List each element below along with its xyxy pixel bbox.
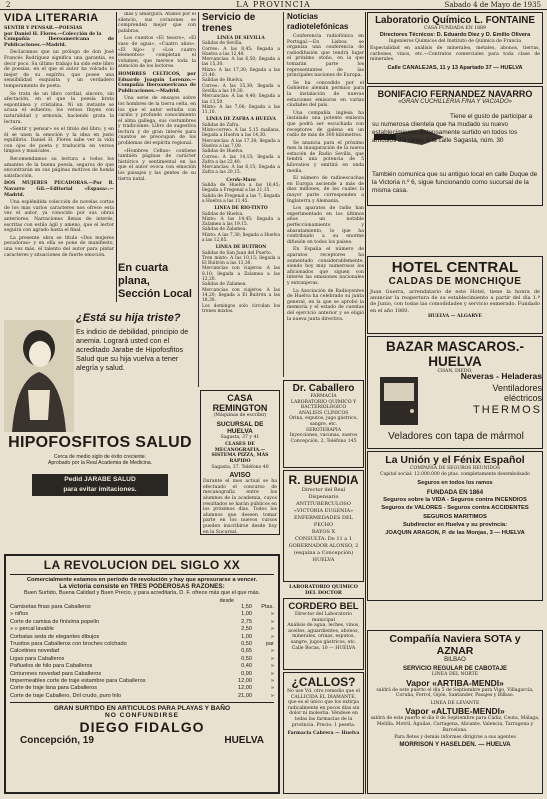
list-line: Los domingos solo circulan los trenes mixtos. [202,303,280,314]
remington-ad [200,390,280,535]
item-price [241,671,274,678]
price-unit: » [270,678,274,685]
paragraph: Una espléndida colección de novelas cortas de los más varios caracteres nos ofrece esta vez el autor, ya conocido por sus obras anteriores. Narraciones llenas de interés, escritas con estilo ágil y ameno, que el lector seguirá con agrado hasta el final. [4,200,114,234]
price-unit: » [270,655,274,662]
list-line: ENFERMEDADES DEL PECHO [294,515,353,528]
brand-name: HIPOFOSFITOS SALUD [8,434,192,451]
item-name: Corbatas seda de elegantes dibujos [10,633,100,640]
caballero-ad [283,380,364,468]
paragraph: Se ha concedido por el Gobierno alemán permiso para la instalación de nuevas estaciones emisoras en varias ciudades del país. [287,80,364,109]
sota-aznar-ad [367,630,543,794]
product-line: Ventiladores [492,383,542,393]
fontaine-ad [367,12,543,84]
item-price [241,634,274,641]
price-value: 2,50 [241,626,252,633]
merchant-name: DIEGO FIDALGO [79,719,205,736]
item-name: Calcetines novedad [10,648,60,655]
price-unit: » [270,648,274,655]
ad-question: ¿Está su hija triste? [76,312,181,324]
ad-footer: Calle CANALEJAS, 11 y 13 Apartado 37 — HUELVA [387,64,523,71]
list-line: Salidas de Zalamea. [202,227,247,233]
ad-body: Es indicio de debilidad, principio de anemia. Logrará usted con el acreditado Jarabe de Hipofosfitos Salud que su hija vuelva a tener alegría y salud. [76,327,189,372]
list-line: Salidas de Huelva. [202,78,244,84]
line-heading: LINEA DE SEVILLA [217,36,265,41]
list-line: Mixto-correo: A las 5,15 mañana, llegada a Huelva a las 14,30. [202,128,280,139]
ad-line: CLASES DE MECANOGRAFIA.—SISTEMA PIZZA, MÁS RÁPIDO [211,442,269,464]
list-line: Director del Laboratorio municipal [295,612,352,623]
item-name: Corte de camisa de finísima popelín [10,618,100,625]
item-price [238,678,274,685]
list-line: Salidas de Huelva. [202,149,244,155]
list-line: Subdirector en Huelva y su provincia: [402,521,508,528]
revolucion-ad [4,554,280,794]
product-list [432,371,542,427]
item-name: Pañuelos de hilo para Caballeros [10,663,93,670]
vida-literaria-column [4,12,114,295]
ad-title: Compañía Naviera SOTA y AZNAR [389,633,521,657]
paragraph: Conferencia radiofónica en Portugal.—En Lisboa se organiza una conferencia de radiodifusión que tendrá lugar el próximo otoño, en la que tomarán parte los representantes de las principales naciones de Europa. [287,34,364,79]
item-price [241,641,274,648]
product-line: Neveras - Heladeras [460,371,542,381]
ad-title: ¿CALLOS? [291,675,356,689]
icebox-illustration [374,371,424,429]
product-line: THERMOS [473,404,542,416]
paragraph: «Hombres Celtas» contiene también páginas de carácter histórico y sentimental en las que el autor evoca con emoción los paisajes y las gentes de su tierra natal. [118,148,196,182]
schedule-list [202,251,280,315]
ad-footer: MORRISON Y HASELDEN. — HUELVA [399,740,511,748]
list-line: Mercancías: A las 17,30; llegada a Huelva a las 7,00. [202,138,280,149]
paragraph: Los aparatos de radio han experimentado en los últimos años un notable perfeccionamiento y abaratamiento, lo que ha contribuido a su enorme difusión en todos los países. [287,206,364,245]
list-line: (esquina a Concepción) [293,550,354,556]
ad-line: CASA FUNDADA EN 1889 [424,26,486,31]
schedule-title: Servicio de trenes [202,12,256,34]
ad-body: saldrá de este puerto el día 8 de Septiembre para Cádiz, Ceuta, Málaga, Melilla, Motril, Águilas, Cartagena, Alicante, Valencia, Tarragona y Barcelona. [370,716,540,733]
ad-line: SERVICIO REGULAR DE CABOTAJE [402,666,508,672]
divider [10,574,274,575]
ad-lines [370,496,540,537]
schedule-list [202,212,280,244]
schedule-list [202,123,280,176]
item-name: » » percal lavable [10,626,54,633]
cuarta-plana-notice: En cuarta plana, Sección Local [118,262,192,300]
paragraph: Declaramos que un prólogo de don José Francés Rodríguez significa una garantía, es decir poco. Su último trabajo ha sido este libro de poesías, en el que el autor ha volcado lo mejor de su espíritu, que posee una sensibilidad exquisita y un verdadero temperamento de poeta. [4,50,114,89]
price-row [10,626,274,633]
price-unit: » [270,685,274,692]
list-line: Salidas de San Juan del Puerto. [202,250,273,256]
price-row [10,663,274,670]
price-value: 12,00 [238,678,252,685]
ad-title: HOTEL CENTRAL [391,259,519,276]
item-price [241,656,274,663]
ad-title: LA REVOLUCION DEL SIGLO XX [43,558,241,572]
section-title: Noticias radiotelefónicas [287,12,349,31]
section-title: VIDA LITERARIA [4,12,99,24]
ad-line: Para fletes y demás informes dirigirse a sus agentes [394,735,516,741]
list-line: HUELVA [312,557,335,563]
price-row [10,685,274,692]
list-line: Mercancías: A las 4,40; llegada a las 13,50. [202,94,280,105]
ad-city: BILBAO [444,657,466,663]
ad-title: Laboratorio Químico L. FONTAINE [375,15,535,26]
price-value: 12,00 [238,685,252,692]
list-line: Salidas de Sevilla. [202,41,243,47]
item-price [238,693,274,700]
issue-date: Sabado 4 de Mayo de 1935 [444,1,541,9]
price-unit: » [270,670,274,677]
ad-body: saldrá de este puerto el día 5 de Septiembre para Vigo, Villagarcía, Coruña, Ferrol, Gijón, Santander, Pasajes y Bilbao. [376,687,534,699]
list-line: Correo: A las 8,45; llegada a Huelva a las 12,40. [202,46,280,57]
ship-name: Vapor «ARTIBA-MENDI» [406,677,504,688]
ad-body: Especialidad en análisis de minerales, metales, abonos, tierras, carbones, vinos, etc.—Contratos comerciales para toda clase de minerales. [370,46,540,63]
price-unit: Ptas. [261,604,274,610]
list-line: Salidas de Huelva. [202,211,244,217]
item-price [238,685,274,692]
price-value: 0,90 [241,670,252,677]
list-line: Mixto: A las 7,30; llegada a Huelva a las 12,05. [202,232,280,243]
ad-title: CORDERO BEL [288,601,359,612]
price-from-label: desde [219,598,234,604]
list-line: Mercancías: A las 6,15; llegada a Zafra a las 20,15. [202,165,280,176]
price-unit: » [270,611,274,618]
column-rule [365,12,366,794]
price-value: 0,40 [241,663,252,670]
price-row [10,619,274,626]
ad-lines [286,487,361,564]
price-row [10,648,274,655]
train-schedule [198,12,280,387]
item-name: Trusitos para Caballeros con broches colchado [10,641,127,648]
ad-body: No use Vd. otro remedio que el CALLICIDA EL DIAMANTE, que es el único que los extirpa radicalmente en pocos días sin dolor ni molestia. Véndese en todas las farmacias de la provincia. Precio: 1 peseta. [287,689,360,728]
price-row [10,641,274,648]
schedule-body [202,36,280,314]
price-unit: » [270,626,274,633]
ad-line: Seguros en todos los ramos [417,480,493,487]
list-line: Mixto: A las 7,00; llegada a las 11,10. [202,104,280,116]
ad-tagline: Cerca de medio siglo de éxito creciente. Aprobado por la Real Academia de Medicina. [47,454,153,467]
buendia-ad [283,470,364,582]
masthead [0,0,547,10]
schedule-list [202,41,280,115]
item-price [241,648,274,655]
list-line: JOAQUIN ARAGON, P. de las Monjas, 3 — HUELVA [385,530,525,536]
list-line: Inyecciones, vacunas, sueros [289,433,358,439]
bazar-mascaros-ad [367,336,543,449]
ad-subtitle: CALDAS DE MONCHIQUE [388,276,522,287]
price-row [10,671,274,678]
ad-line: LINEA DE LEVANTE [430,700,480,706]
list-line: ANTITUBERCULOSO «VICTORIA EUGENIA» [293,501,354,514]
lab-doctor-heading: LABORATORIO QUIMICO DEL DOCTOR [289,584,358,596]
price-unit: » [270,663,274,670]
reviews-continued [118,12,196,262]
list-line: Salidas de Zafra. [202,122,240,128]
paragraph: El número de radioescuchas en Europa asciende a más de diez millones, de los cuales la mayor parte corresponden a Inglaterra y Alemania. [287,176,364,204]
item-price [241,604,274,611]
ad-line: LINEA DEL NORTE [431,672,479,677]
list-line: Análisis de agua, leches, vinos, aceites, aguardientes, abonos, minerales, orinas, esputos, sangre, jugos gástricos, etc. [287,623,360,645]
price-row [10,678,274,685]
list-line: Salidas de Zalamea. [202,282,247,288]
union-fenix-ad [367,451,543,601]
list-line: RAYOS X [311,529,336,535]
paragraph: Recomendamos su lectura a todos los amantes de la buena poesía, seguros de que encontrarán en sus páginas motivos de honda satisfacción. [4,157,114,179]
line-heading: LINEA DE RIO-TINTO [214,206,268,212]
price-value: 0,65 [241,648,252,655]
list-line: Mixto: A las 17,30; llegada a las 21,40. [202,67,280,79]
navarro-ad [367,86,543,206]
price-unit: » [270,692,274,699]
list-line: SEROTERAPIA [305,427,342,433]
list-line: FARMACIA [310,394,337,399]
ad-notice-title: AVISO [229,472,251,480]
item-name: Impermeables corte de traje estambre para Caballeros [10,678,146,685]
paragraph: La Asociación de Radioyentes de Huelva ha celebrado su junta general, en la que se aprobó la memoria y el estado de cuentas del ejercicio anterior y se eligió la nueva junta directiva. [287,288,364,322]
item-name: Cinturones novedad para Caballeros [10,670,102,677]
paragraph: Los cuentos «El tesoro», «El vaso de agua», «Cuatro años», «El hijo» y «Los cuatro elementos» completan el volumen, que merece toda la atención de los lectores. [118,36,196,70]
divider [10,702,274,703]
newspaper-name: LA PROVINCIA [236,0,311,9]
item-name: Corte de traje lana para Caballeros [10,685,98,692]
price-list [10,604,274,700]
item-name: Corte de traje Caballero, Dril crudo, puro hilo [10,692,121,699]
ad-line: Directores Técnicos: D. Eduardo Diez y D. Emilio Olivera [379,31,531,38]
paragraph: Se trata de un libro cordial, sincero, sin afectación, en el que la poesía brota espontánea y cristalina. Ni un instante se acusa el esfuerzo; los versos fluyen con naturalidad y armonía, haciendo grata la lectura. [4,91,114,125]
line-heading: Cerda-Mazo [226,177,256,183]
list-line: SEGUROS MARITIMOS [423,513,487,520]
ad-title: BAZAR MASCAROS.-HUELVA [386,339,524,369]
price-value: 2,75 [241,618,252,625]
item-price [241,663,274,670]
price-value: 1,00 [241,633,252,640]
price-value: 21,00 [238,692,252,699]
paragraph: Una serie de ensayos sobre los hombres de la tierra celta, en los que el autor estudia con cariño y profundo conocimiento el alma gallega, sus costumbres y tradiciones. Libro de sugestiva lectura y de gran interés para cuantos se preocupan de los problemas del espíritu regional. [118,96,196,147]
price-value: 1,50 [241,604,252,610]
review-heading: SENTIR Y PENSAR.—POESIAS por Daniel H. Flores.—Colección de la Compañía Iberoamericana de Publicaciones.—Madrid. [4,26,114,48]
ad-footer: También comunica que su antiguo local en calle Duque de la Victoria n.º 6, sigue funcionando como sucursal de la misma casa. [372,171,538,194]
list-line: Orina, esputos, jugo gástrico, sangre, etc. [289,416,358,427]
ad-footer: Veladores con tapa de mármol [388,431,524,442]
ad-subtitle: (Máquinas de escribir) [213,413,267,418]
list-line: Salida de Huelva a las 16,45; llegada a Fregenal a las 21,15. [202,183,280,194]
schedule-list [202,183,280,204]
list-line: Salida de Fregenal a las 7; llegada a Huelva a las 11,45. [202,193,280,204]
price-unit: » [270,618,274,625]
line-heading: LINEA DE ZAFRA A HUELVA [206,117,276,123]
page-number: 2 [6,1,11,9]
price-value: 1,00 [241,611,252,618]
product-line: eléctricos [503,393,542,403]
list-line: Correo: A las 15,30; llegada a Sevilla a las 19,30. [202,83,280,94]
item-name: Ligas para Caballeros [10,655,65,662]
list-line: LABORATORIO QUIMICO Y BACTERIOLOGICO [290,399,357,411]
price-row [10,611,274,618]
paragraph: «Sentir y pensar» es el título del libro, y en él se unen la emoción y la idea en justo equilibrio. Daniel H. Flores sabe ver la vida con ojos de poeta y traducirla en versos limpios y musicales. [4,127,114,155]
list-line: Seguros de VALORES - Seguros contra ACCIDENTES [381,505,529,512]
ship-name: Vapor «ALTUBE-MENDI» [405,706,505,717]
list-line: GOBERNADOR ALONSO, 2 [288,543,359,549]
ad-body: Durante el mes actual se ha efectuado el concurso de mecanografía entre los alumnos de la academia, cuyos resultados se harán públicos en los próximos días. Todos los alumnos que deseen tomar parte en los nuevos cursos pueden inscribirse desde hoy en la Sucursal. [203,479,278,535]
item-price [241,611,274,618]
list-line: CONSULTA: De 11 a 1 [294,536,353,542]
ad-footer: HUELVA — ALGARVE [427,313,483,319]
list-line: Calle Bocas, 10 — HUELVA [291,645,356,651]
woman-portrait-illustration [4,320,74,432]
ad-title: BONIFACIO FERNANDEZ NAVARRO [377,89,533,99]
ad-line: Ingenieros Químicos del Instituto de Química de Francia [388,38,522,44]
ad-lines [286,394,361,444]
list-line: Mixto: A las 14,45; llegada a Zalamea a las 19,15. [202,216,280,228]
list-line: Correo: A las 14,15; llegada a Zafra a las 22,40. [202,154,280,165]
price-row [10,634,274,641]
merchant-city: HUELVA [224,735,264,747]
price-value: 0,50 [241,641,252,648]
cordero-ad [283,598,364,670]
ad-body: Tiene el gusto de participar a su numerosa clientela que ha mudado su nuevo establecimiento, extensamente surtido en todos los artículos del ramo, a la calle Sagasta, núm. 30 [372,113,533,144]
ad-subtitle: CHAN, DIEDO, [437,369,473,374]
radio-news-column [283,12,364,377]
paragraph: La presente obra se titula «Dos mujeres pecadoras» y en ella se pone de manifiesto, una vez más, el talento del autor para pintar caracteres y situaciones de fuerte emoción. [4,235,114,258]
paragraph: Una compañía inglesa ha instalado una potente emisora que podrá ser escuchada con receptores de galena en un radio de más de 300 kilómetros. [287,110,364,139]
list-line: Mercancías con viajeros: A las 8,10; llegada a Zalamea a las 12,20. [202,266,280,283]
ad-line: FUNDADA EN 1864 [426,489,484,497]
line-heading: LINEA DE BUITRON [215,245,267,251]
list-line: Seguros sobre la VIDA - Seguros contra INCENDIOS [383,497,527,504]
item-name: Camisetas finas para Caballeros [10,604,91,610]
ad-subtitle: COMPAÑIA DE SEGUROS REUNIDOS [409,466,501,471]
ad-line: Capital social: 12.000.000 de ptas. completamente desembolsado [380,471,530,477]
ad-line: Buen Surtido, Buena Calidad y Buen Precio, y para acreditarla, D. F. ofrece más que el que más. [23,590,261,596]
ad-body: Juan Guerra, arrendatario de este Hotel, tiene la honra de anunciar la reapertura de su establecimiento a partir del día 1.º de Junio, con todas las comodidades y servicio esmerado. Fundado en el año 1860. [370,289,540,314]
list-line: Tren mixto: A las 10,15; llegada a El Buitrón a las 13,30. [202,255,280,267]
ad-lines [286,612,361,651]
hotel-central-ad [367,256,543,334]
paragraph: días y amargura. Atados por el silencio, sus corazones se comprenden mejor que con palabras. [118,12,196,34]
price-row [10,693,274,700]
list-line: Director del Real Dispensario [301,487,346,500]
ad-title: R. BUENDIA [288,473,359,487]
ad-line: Sagasta, 37. Teléfono 40 [211,464,269,470]
list-line: Mercancías con viajeros: A las 14,20; llegada a El Buitrón a las 18,30. [202,287,280,304]
merchant-address: Concepción, 19 [20,735,94,747]
list-line: ANALISIS CLINICOS [298,410,349,416]
ad-line: Comercialmente estamos en período de revolución y hay que apresurarse a vencer. [26,577,258,583]
ad-line: NO CONFUNDIRSE [104,712,180,720]
price-unit: » [270,633,274,640]
ad-title: Dr. Caballero [292,383,355,394]
item-name: » niños [10,611,29,618]
ad-subtitle: «GRAN CUCHILLERIA FINA Y VACIADO» [397,99,513,105]
review-heading: HOMBRES CELTICOS, por Eduardo Joaquín Lorenzo.—Compañía Iberoamericana de Publicaciones.—Madrid. [118,71,196,94]
price-unit: par [265,641,274,648]
paragraph: Se anuncia para el próximo mes la inauguración de la nueva estación de Radio Sevilla, que tendrá una potencia de 5 kilovatios y emitirá en onda media. [287,140,364,174]
review-heading: DOS MUJERES PECADORAS.—Por R. Navarro Gil.—Editorial «Espasa».—Madrid. [4,181,114,198]
price-value: 0,50 [241,655,252,662]
list-line: Concepción, 2, Teléfono 145 [290,438,357,444]
price-row [10,604,274,611]
list-line: Mercancías: A las 6,50; llegada a las 15,30. [202,57,280,68]
ad-line: GRAN SURTIDO EN ARTICULOS PARA PLAYAS Y BAÑO [53,705,231,713]
ad-title: La Unión y el Fénix Español [385,454,525,466]
price-row [10,656,274,663]
item-price [241,626,274,633]
callos-ad [283,672,364,794]
hipofosfitos-ad [4,312,196,498]
column-rule [116,12,117,302]
ad-line: La victoria consiste en TRES PODEROSAS RAZONES: [59,583,225,590]
ad-line: Sagasta, 37 y 41 [220,434,260,440]
ad-footer: Farmacia Cabrera — Huelva [287,731,360,737]
paragraph: En España el número de aparatos receptores ha aumentado considerablemente, siendo hoy muy numerosos los aficionados que siguen con interés las emisiones nacionales y extranjeras. [287,247,364,286]
ad-footer-banner: Pedid JARABE SALUD para evitar imitaciones. [32,474,168,496]
ad-line: SUCURSAL DE HUELVA [216,420,264,435]
item-price [241,619,274,626]
ad-title: CASA REMINGTON [212,393,268,413]
